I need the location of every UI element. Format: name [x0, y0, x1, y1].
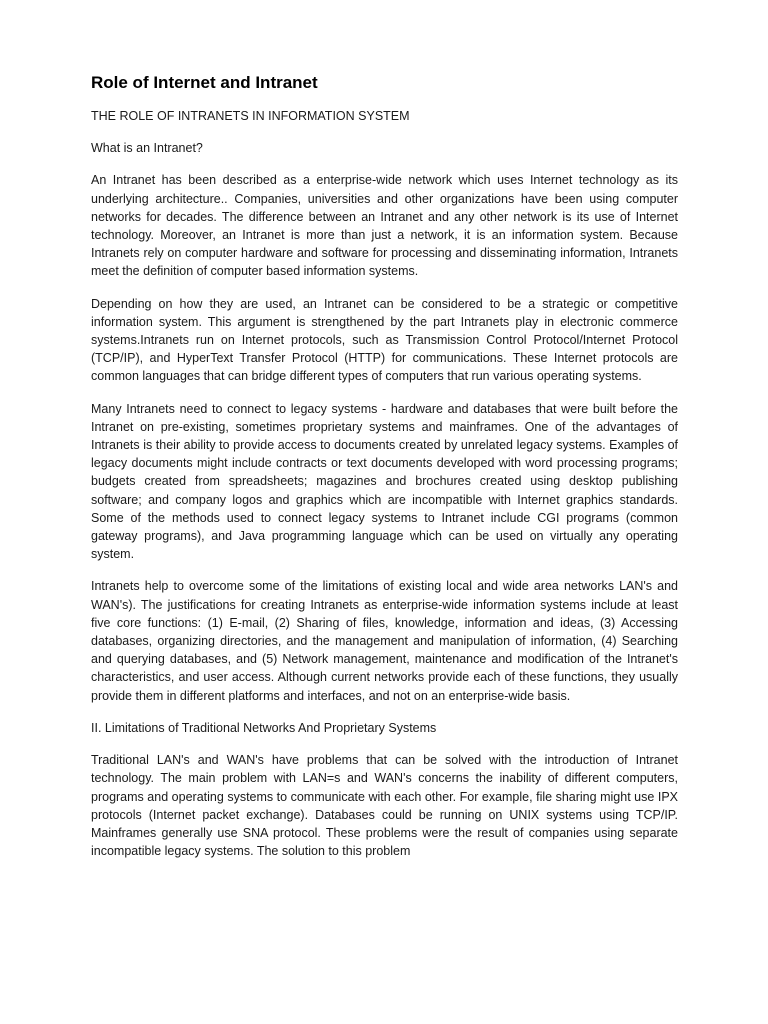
paragraph-3: Many Intranets need to connect to legacy systems - hardware and databases that were built before the Intranet on pre-existing, sometimes proprietary systems and mainframes. One of the advantages of Intranets is their ability to provide access to documents created by unrelated legacy systems. Examples of legacy documents might include contracts or text documents developed with word processing programs; budgets created from spreadsheets; magazines and brochures created using desktop publishing software; and company logos and graphics which are incompatible with Internet graphics standards. Some of the methods used to connect legacy systems to Intranet include CGI programs (common gateway programs), and Java programming language which can be used on virtually any operating system.	[91, 401, 678, 562]
paragraph-1: An Intranet has been described as a enterprise-wide network which uses Internet technology as its underlying architecture.. Companies, universities and other organizations have been using computer networks for decades. The difference between an Intranet and any other network is its use of Internet technology. Moreover, an Intranet is more than just a network, it is an information system. Because Intranets rely on computer hardware and software for processing and disseminating information, Intranets meet the definition of computer based information systems.	[91, 173, 678, 279]
document-subtitle: THE ROLE OF INTRANETS IN INFORMATION SYSTEM	[91, 109, 410, 123]
document-title: Role of Internet and Intranet	[91, 73, 318, 92]
paragraph-5: Traditional LAN's and WAN's have problems that can be solved with the introduction of Intranet technology. The main problem with LAN=s and WAN's concerns the inability of different computers, programs and operating systems to communicate with each other. For example, file sharing might use IPX protocols (Internet packet exchange). Databases could be running on UNIX systems using TCP/IP. Mainframes generally use SNA protocol. These problems were the result of companies using separate incompatible legacy systems. The solution to this problem	[91, 753, 678, 859]
section-question: What is an Intranet?	[91, 141, 203, 156]
section-heading: II. Limitations of Traditional Networks And Proprietary Systems	[91, 720, 437, 735]
paragraph-4: Intranets help to overcome some of the limitations of existing local and wide area networks LAN's and WAN's). The justifications for creating Intranets as enterprise-wide information systems include at least five core functions: (1) E-mail, (2) Sharing of files, knowledge, information and ideas, (3) Accessing databases, organizing directories, and the management and manipulation of information, (4) Searching and querying databases, and (5) Network management, maintenance and modification of the Intranet's characteristics, and user access. Although current networks provide each of these functions, they usually provide them in different platforms and interfaces, and not on an enterprise-wide basis.	[91, 579, 678, 703]
paragraph-2: Depending on how they are used, an Intranet can be considered to be a strategic or competitive information system. This argument is strengthened by the part Intranets play in electronic commerce systems.Intranets run on Internet protocols, such as Transmission Control Protocol/Internet Protocol (TCP/IP), and HyperText Transfer Protocol (HTTP) for communications. These Internet protocols are common languages that can bridge different types of computers that run various operating systems.	[91, 296, 678, 384]
document-page	[91, 72, 678, 874]
